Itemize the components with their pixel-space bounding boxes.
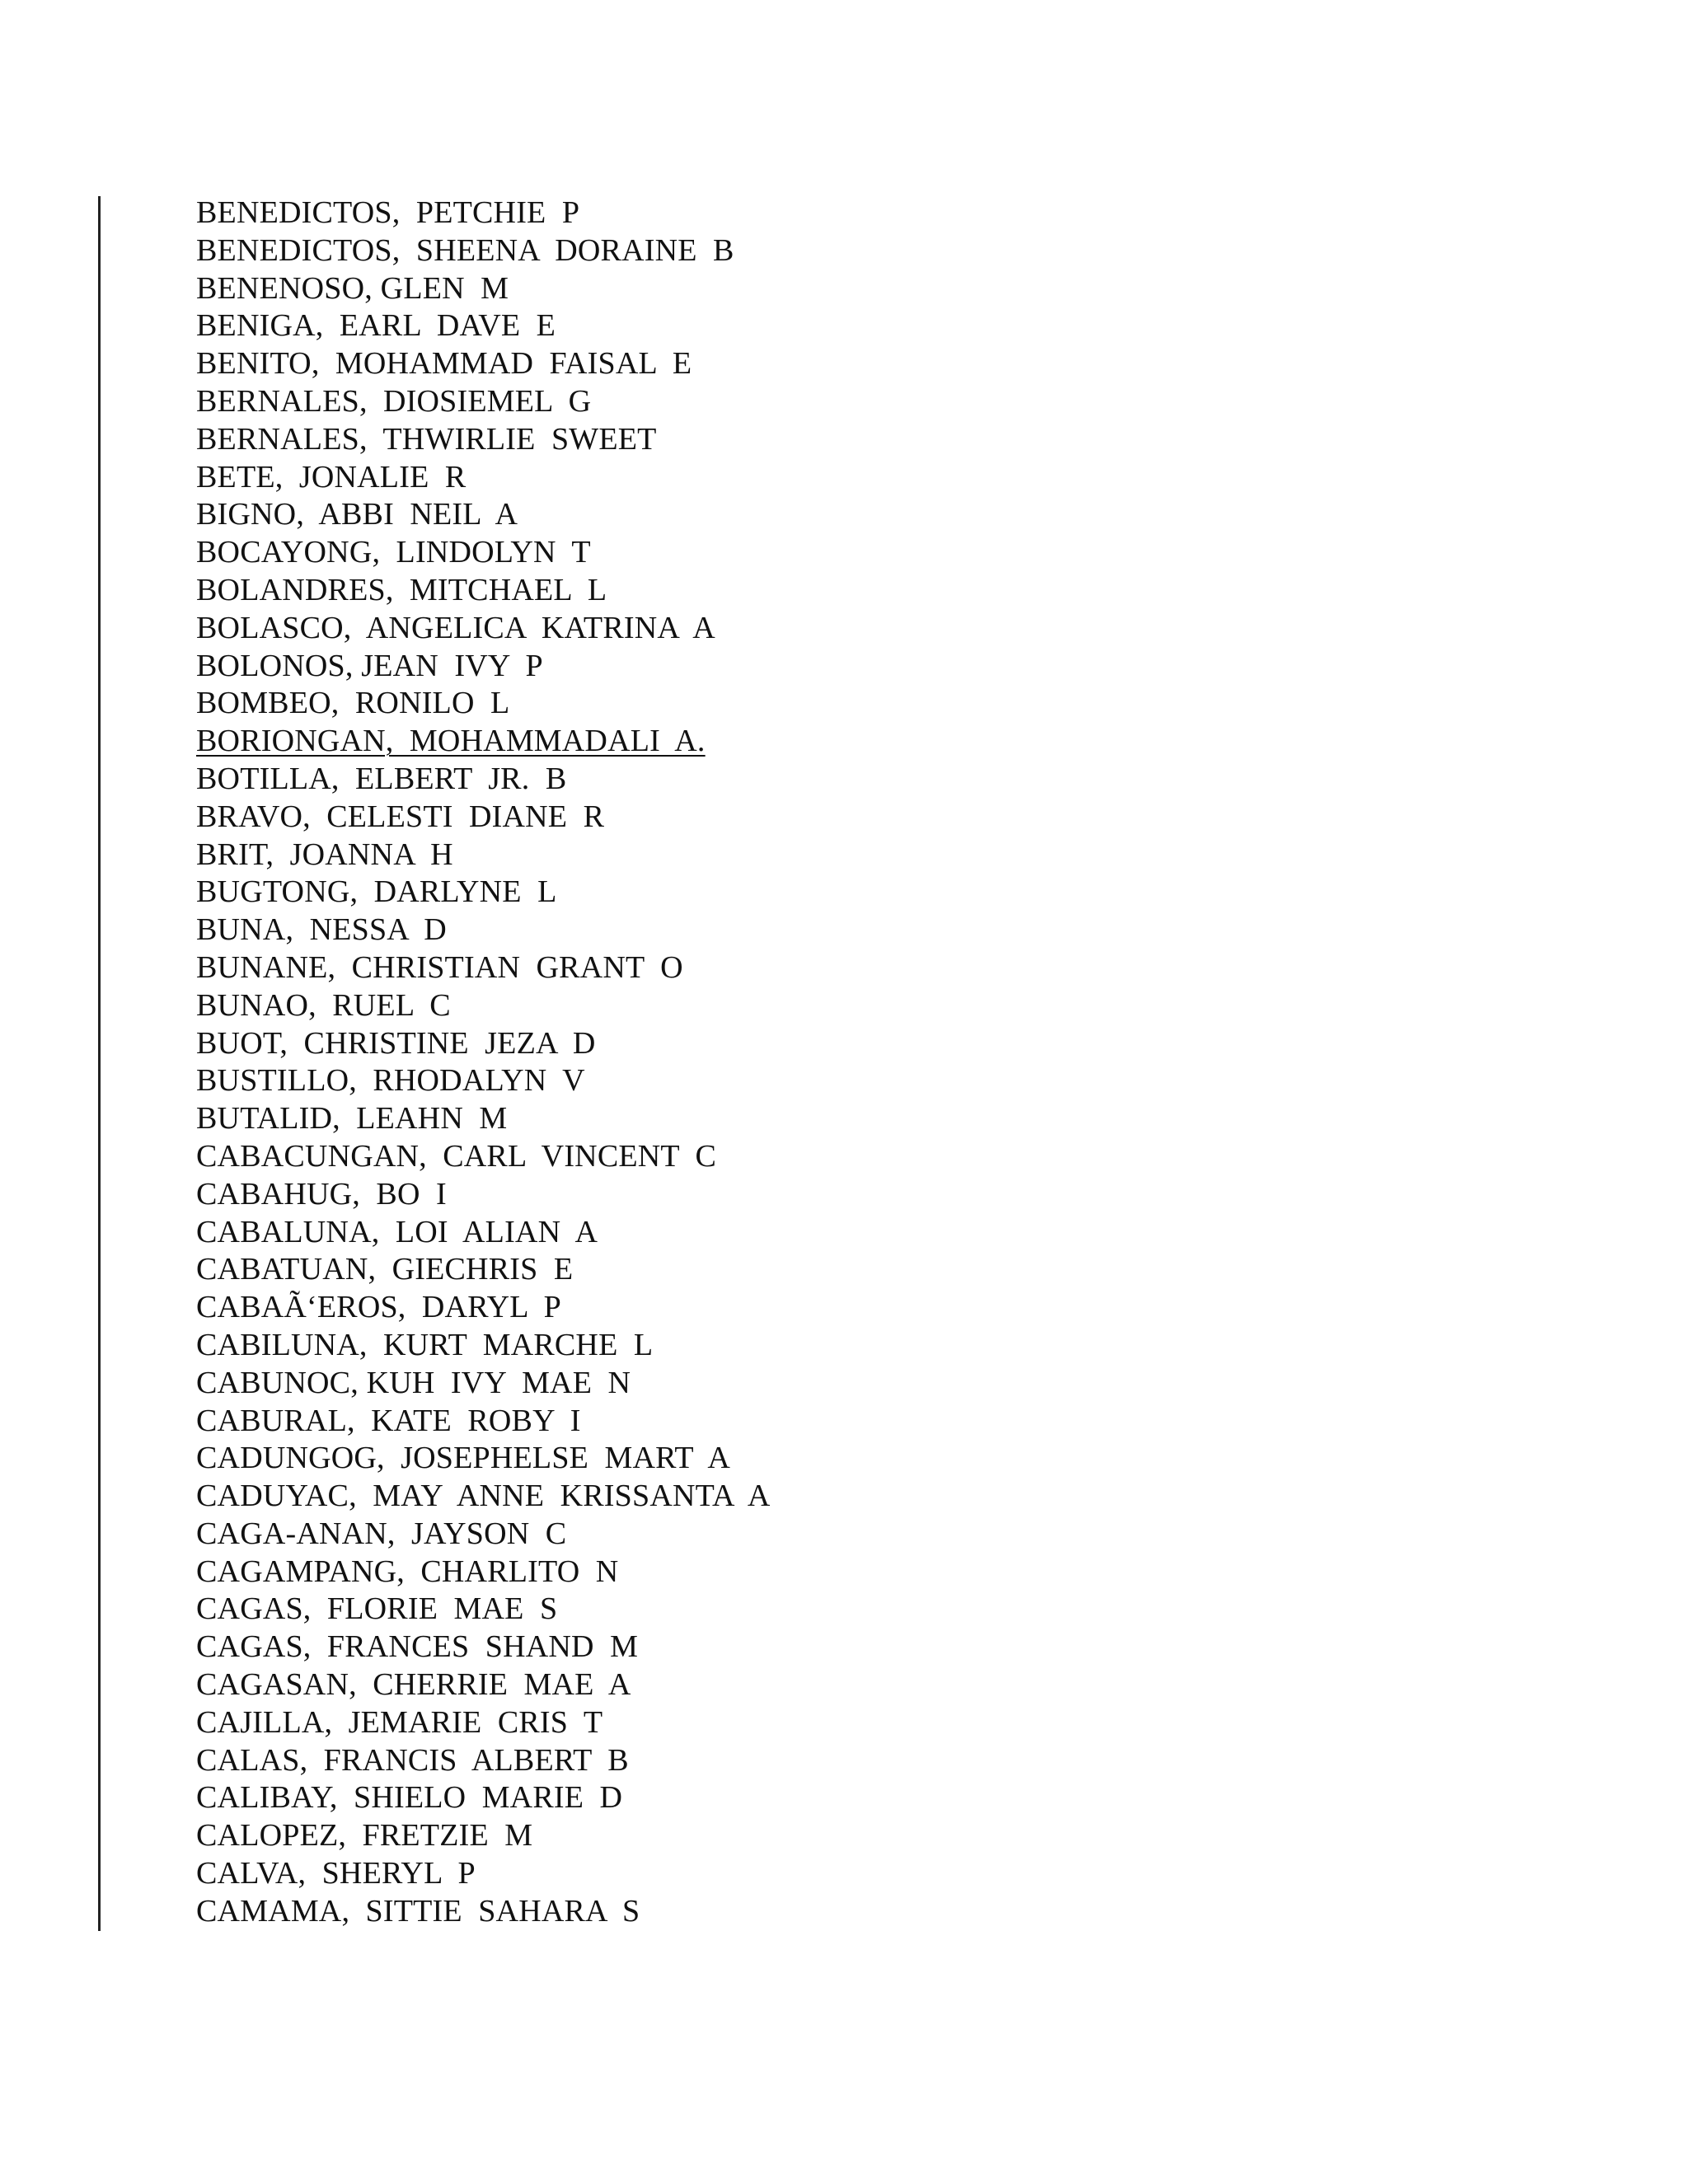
name-entry: BUGTONG, DARLYNE L	[196, 874, 557, 910]
name-entry: CALVA, SHERYL P	[196, 1856, 476, 1891]
name-entry: CALAS, FRANCIS ALBERT B	[196, 1742, 629, 1778]
name-entry: BOLONOS, JEAN IVY P	[196, 648, 543, 683]
name-entry: BENEDICTOS, PETCHIE P	[196, 195, 580, 230]
name-entry: CADUNGOG, JOSEPHELSE MART A	[196, 1441, 731, 1476]
name-entry: BOLANDRES, MITCHAEL L	[196, 572, 607, 607]
name-entry: BRIT, JOANNA H	[196, 837, 453, 872]
name-entry: BRAVO, CELESTI DIANE R	[196, 799, 605, 834]
name-entry: BIGNO, ABBI NEIL A	[196, 497, 518, 532]
name-entry: BUTALID, LEAHN M	[196, 1101, 508, 1137]
name-entry: BETE, JONALIE R	[196, 459, 467, 494]
name-entry: BENIGA, EARL DAVE E	[196, 308, 556, 344]
name-entry: BERNALES, THWIRLIE SWEET	[196, 421, 657, 457]
name-entry: CAGASAN, CHERRIE MAE A	[196, 1667, 631, 1703]
name-entry: CABAHUG, BO I	[196, 1176, 447, 1212]
left-margin-rule	[98, 196, 101, 1931]
name-entry: CAMAMA, SITTIE SAHARA S	[196, 1893, 640, 1929]
name-entry: CABILUNA, KURT MARCHE L	[196, 1327, 654, 1362]
name-entry: CALIBAY, SHIELO MARIE D	[196, 1780, 623, 1816]
name-entry: CAGA-ANAN, JAYSON C	[196, 1516, 567, 1551]
name-entry: BUNANE, CHRISTIAN GRANT O	[196, 949, 683, 985]
name-entry: CABALUNA, LOI ALIAN A	[196, 1214, 598, 1249]
name-entry: CALOPEZ, FRETZIE M	[196, 1818, 533, 1854]
name-entry: BERNALES, DIOSIEMEL G	[196, 383, 592, 419]
name-entry: BOLASCO, ANGELICA KATRINA A	[196, 610, 715, 645]
name-entry: CABACUNGAN, CARL VINCENT C	[196, 1138, 717, 1174]
name-entry: CABAÃ‘EROS, DARYL P	[196, 1290, 562, 1325]
name-entry: BENEDICTOS, SHEENA DORAINE B	[196, 232, 734, 268]
name-entry: BOCAYONG, LINDOLYN T	[196, 535, 591, 570]
name-entry: BOTILLA, ELBERT JR. B	[196, 761, 567, 796]
name-entry: CAGAS, FLORIE MAE S	[196, 1591, 558, 1627]
name-entry: BOMBEO, RONILO L	[196, 686, 510, 721]
name-entry: BUNAO, RUEL C	[196, 987, 451, 1023]
name-entry: BENITO, MOHAMMAD FAISAL E	[196, 346, 692, 382]
name-entry-underlined: BORIONGAN, MOHAMMADALI A.	[196, 724, 706, 759]
name-entry: BUSTILLO, RHODALYN V	[196, 1063, 585, 1099]
name-entry: CABURAL, KATE ROBY I	[196, 1403, 581, 1438]
name-entry: CADUYAC, MAY ANNE KRISSANTA A	[196, 1479, 771, 1514]
name-entry: CAGAS, FRANCES SHAND M	[196, 1629, 639, 1665]
name-entry: BENENOSO, GLEN M	[196, 270, 509, 306]
name-entry: BUOT, CHRISTINE JEZA D	[196, 1025, 596, 1061]
name-entry: CABATUAN, GIECHRIS E	[196, 1252, 574, 1287]
name-entry: CAGAMPANG, CHARLITO N	[196, 1554, 619, 1589]
name-entry: BUNA, NESSA D	[196, 912, 447, 948]
name-entry: CAJILLA, JEMARIE CRIS T	[196, 1704, 603, 1740]
name-entry: CABUNOC, KUH IVY MAE N	[196, 1365, 631, 1400]
name-list	[196, 194, 770, 1931]
